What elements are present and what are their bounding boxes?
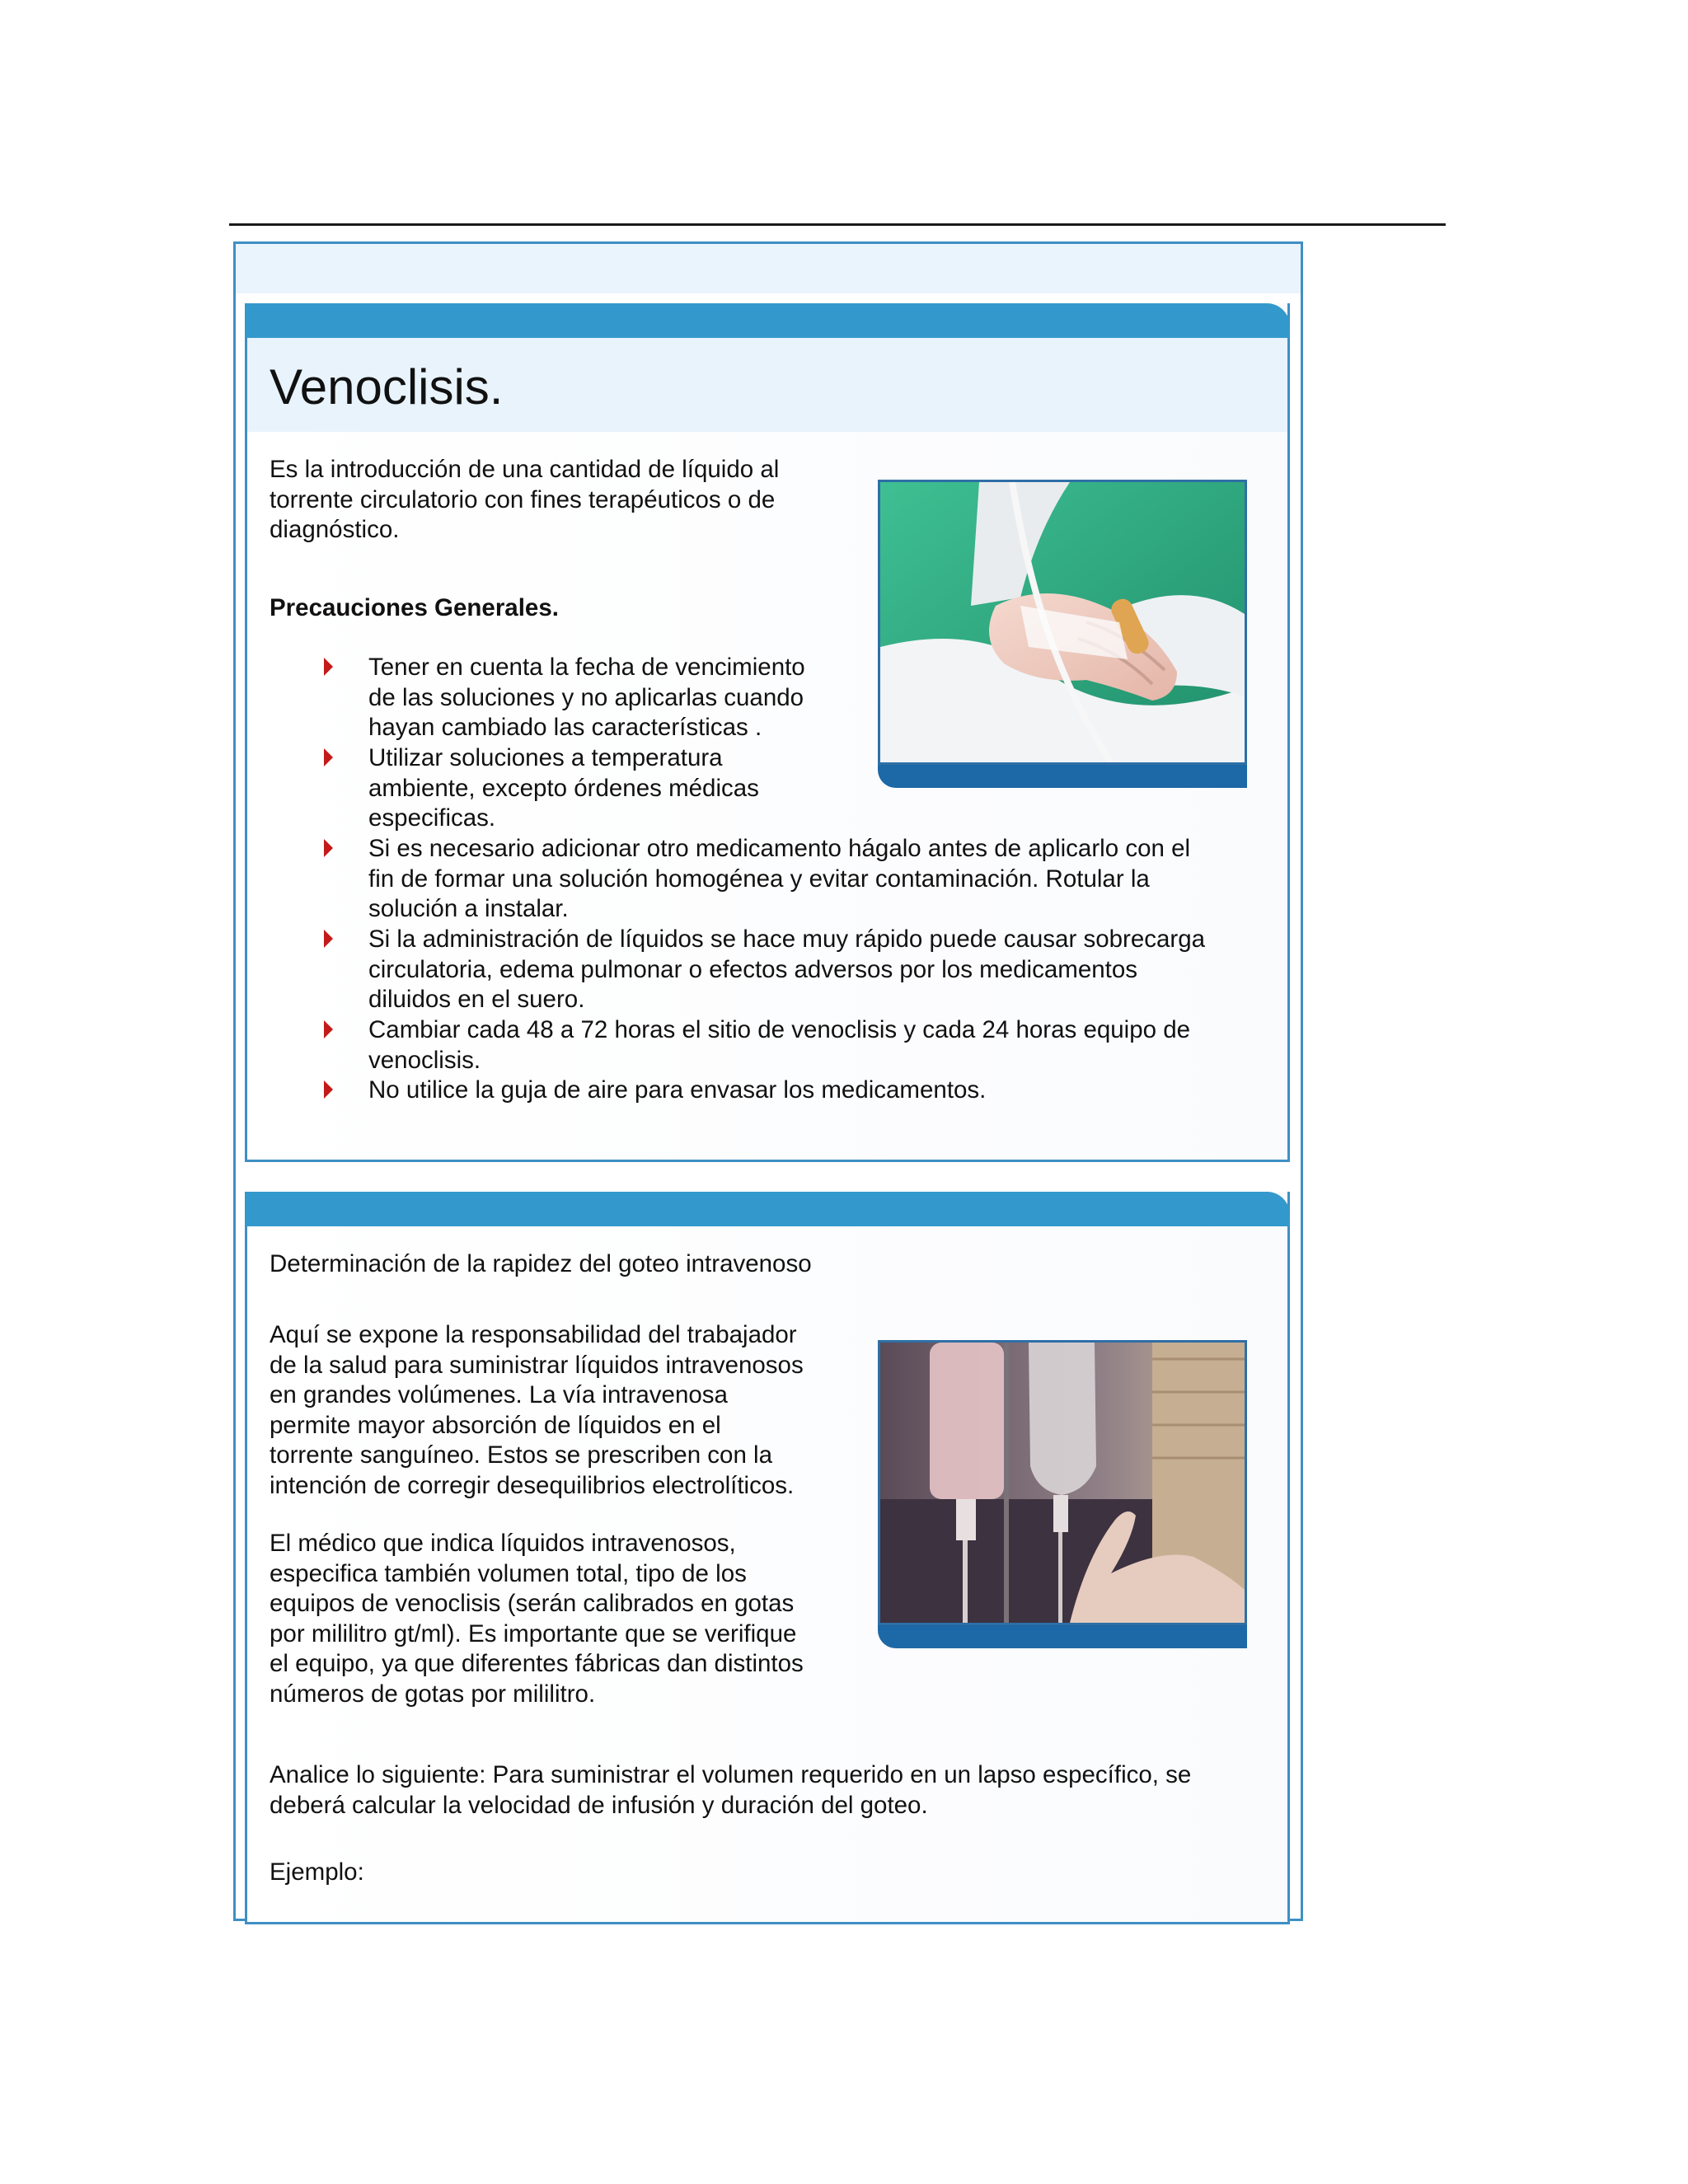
precautions-heading: Precauciones Generales. [270,594,559,621]
bullet-arrow-icon [324,1080,333,1099]
paragraph-3: Analice lo siguiente: Para suministrar el volumen requerido en un lapso específico, se deberá calcular la velocidad de infusión y duración del goteo. [270,1761,1192,1819]
bullet-arrow-icon [324,930,333,948]
example-label: Ejemplo: [270,1858,364,1886]
precautions-list [270,653,1275,1106]
list-item: No utilice la guja de aire para envasar los medicamentos. [270,1076,1275,1106]
paragraph-1: Aquí se expone la responsabilidad del trabajador de la salud para suministrar líquidos intravenosos en grandes volúmenes. La vía intravenosa permite mayor absorción de líquidos en el torrente sanguíneo. Estos se prescriben con la intención de corregir desequilibrios electrolíticos. [270,1321,804,1499]
list-item: Utilizar soluciones a temperatura ambiente, excepto órdenes médicas especificas. [270,743,1275,834]
bullet-arrow-icon [324,839,333,857]
bullet-arrow-icon [324,658,333,676]
page-title: Venoclisis. [270,359,504,415]
header-rule [229,223,1446,226]
panel-header-bar [245,1192,1290,1226]
photo-caption-bar [878,1625,1247,1648]
list-item: Si es necesario adicionar otro medicamento hágalo antes de aplicarlo con el fin de formar una solución homogénea y evitar contaminación. Rotular la solución a instalar. [270,834,1275,925]
list-item: Tener en cuenta la fecha de vencimiento de las soluciones y no aplicarlas cuando hayan cambiado las características . [270,653,1275,743]
list-item: Si la administración de líquidos se hace muy rápido puede causar sobrecarga circulatoria, edema pulmonar o efectos adversos por los medicamentos diluidos en el suero. [270,925,1275,1015]
section-heading: Determinación de la rapidez del goteo intravenoso [270,1250,812,1277]
list-item: Cambiar cada 48 a 72 horas el sitio de venoclisis y cada 24 horas equipo de venoclisis. [270,1015,1275,1076]
drip-rate-panel [245,1192,1290,1924]
panel-header-bar [245,303,1290,338]
intro-paragraph: Es la introducción de una cantidad de líquido al torrente circulatorio con fines terapéuticos o de diagnóstico. [270,456,780,543]
iv-bags-photo [878,1340,1247,1625]
bullet-arrow-icon [324,1020,333,1038]
venoclisis-panel [245,303,1290,1162]
frame-top-band [236,244,1301,293]
paragraph-2: El médico que indica líquidos intravenosos, especifica también volumen total, tipo de los equipos de venoclisis (serán calibrados en gotas por mililitro gt/ml). Es importante que se verifique el equipo, ya que diferentes fábricas dan distintos números de gotas por mililitro. [270,1530,804,1708]
bullet-arrow-icon [324,748,333,766]
